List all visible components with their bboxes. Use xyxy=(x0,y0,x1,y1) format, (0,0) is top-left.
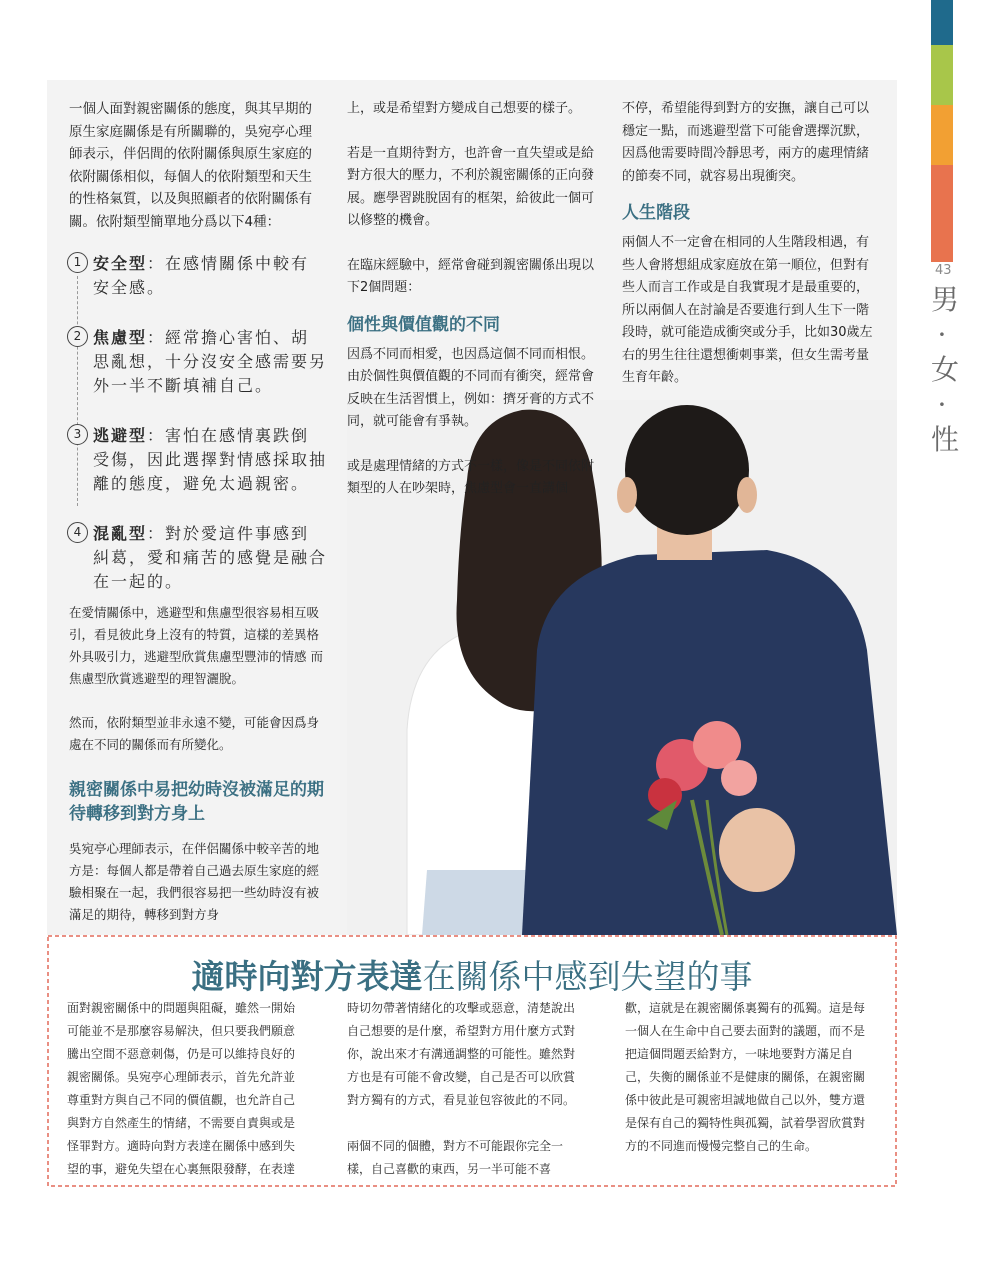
sidebar-column-1 xyxy=(67,997,299,1204)
paragraph: 兩個人不一定會在相同的人生階段相遇，有些人會將想組成家庭放在第一順位，但對有些人而言工作或是自我實現才是最重要的，所以兩個人在討論是否要進行到人生下一階段時，就可能造成衝突或分手，比如30歲左右的男生往往還想衝刺事業，但女生需考量生育年齡。 xyxy=(622,235,873,385)
type-description: ：對於愛這件事感到糾葛，愛和痛苦的感覺是融合在一起的。 xyxy=(93,524,328,591)
paragraph: 不停，希望能得到對方的安撫，讓自己可以穩定一點，而逃避型當下可能會選擇沉默，因爲他需要時間冷靜思考，兩方的處理情緒的節奏不同，就容易出現衝突。 xyxy=(622,101,870,184)
color-tab xyxy=(931,165,953,262)
paragraph: 時切勿帶著情緒化的攻擊或惡意，清楚說出自己想要的是什麼，希望對方用什麼方式對你，說出來才有溝通調整的可能性。雖然對方也是有可能不會改變，自己是否可以欣賞對方獨有的方式，看見並包容彼此的不同。 xyxy=(347,1001,576,1107)
paragraph: 歡，這就是在親密關係裏獨有的孤獨。這是每一個人在生命中自己要去面對的議題，而不是把這個問題丟給對方，一味地要對方滿足自己，失衡的關係並不是健康的關係，在親密關係中彼此是可親密坦誠地做自己以外，雙方還是保有自己的獨特性與孤獨，試着學習欣賞對方的不同進而慢慢完整自己的生命。 xyxy=(625,1001,866,1153)
paragraph: 或是處理情緒的方式不一樣，像是不同依附類型的人在吵架時，焦慮型會一直講個 xyxy=(347,458,595,496)
expectation-paragraph: 吳宛亭心理師表示，在伴侶關係中較辛苦的地方是：每個人都是帶着自己過去原生家庭的經驗相聚在一起，我們很容易把一些幼時沒有被滿足的期待，轉移到對方身 xyxy=(69,841,320,922)
type-name: 混亂型 xyxy=(93,524,148,543)
type-name: 安全型 xyxy=(93,254,148,273)
list-item xyxy=(67,522,327,594)
section-heading: 親密關係中易把幼時沒被滿足的期待轉移到對方身上 xyxy=(69,780,324,824)
sidebar-box xyxy=(47,935,897,1187)
item-number: 1 xyxy=(67,252,88,273)
list-item xyxy=(67,424,327,496)
type-name: 焦慮型 xyxy=(93,328,148,347)
page-number: 43 xyxy=(935,263,952,278)
attachment-type-list xyxy=(67,252,327,620)
paragraph: 因爲不同而相愛，也因爲這個不同而相恨。由於個性與價值觀的不同而有衝突，經常會反映在生活習慣上，例如：擠牙膏的方式不同，就可能會有爭執。 xyxy=(347,346,595,429)
column-2 xyxy=(347,98,597,523)
section-color-tabs xyxy=(931,0,953,262)
section-heading: 人生階段 xyxy=(622,203,690,223)
column-1 xyxy=(69,98,325,255)
type-description: ：害怕在感情裏跌倒受傷，因此選擇對情感採取抽離的態度，避免太過親密。 xyxy=(93,426,328,493)
sidebar-title xyxy=(47,951,897,998)
section-title: 男 · 女 · 性 xyxy=(931,283,960,456)
sidebar-column-3 xyxy=(625,997,875,1181)
type-description: ：在感情關係中較有安全感。 xyxy=(93,254,310,297)
paragraph: 在臨床經驗中，經常會碰到親密關係出現以下2個問題： xyxy=(347,257,595,295)
color-tab xyxy=(931,0,953,45)
list-item xyxy=(67,252,327,300)
paragraph: 上，或是希望對方變成自己想要的樣子。 xyxy=(347,101,582,116)
paragraph: 面對親密關係中的問題與阻礙，雖然一開始可能並不是那麼容易解決，但只要我們願意騰出空間不惡意刺傷，仍是可以維持良好的親密關係。吳宛亭心理師表示，首先允許並尊重對方與自己不同的價值觀，也允許自己與對方自然產生的情緒，不需要自責與或是怪罪對方。適時向對方表達在關係中感到失望的事，避免失望在心裏無限發酵，在表達 xyxy=(67,1001,296,1176)
column-3 xyxy=(622,98,874,412)
article-panel xyxy=(47,80,897,935)
item-number: 2 xyxy=(67,326,88,347)
attraction-paragraph: 在愛情關係中，逃避型和焦慮型很容易相互吸引，看見彼此身上沒有的特質，這樣的差異格外具吸引力，逃避型欣賞焦慮型豐沛的情感 而焦慮型欣賞逃避型的理智灑脫。 xyxy=(69,605,323,686)
item-number: 3 xyxy=(67,424,88,445)
sidebar-title-rest: 在關係中感到失望的事 xyxy=(422,957,753,996)
sidebar-column-2 xyxy=(347,997,579,1204)
item-number: 4 xyxy=(67,522,88,543)
sidebar-title-bold: 適時向對方表達 xyxy=(191,957,423,996)
column-1-lower xyxy=(69,602,325,935)
intro-paragraph: 一個人面對親密關係的態度，與其早期的原生家庭關係是有所關聯的，吳宛亭心理師表示，伴侶間的依附關係與原生家庭的依附關係相似，每個人的依附類型和天生的性格氣質，以及與照顧者的依附關係有關。依附類型簡單地分爲以下4種： xyxy=(69,101,312,230)
change-paragraph: 然而，依附類型並非永遠不變，可能會因爲身處在不同的關係而有所變化。 xyxy=(69,715,320,752)
paragraph: 若是一直期待對方，也許會一直失望或是給對方很大的壓力，不利於親密關係的正向發展。應學習跳脫固有的框架，給彼此一個可以修整的機會。 xyxy=(347,145,595,228)
type-name: 逃避型 xyxy=(93,426,148,445)
list-item xyxy=(67,326,327,398)
section-heading: 個性與價值觀的不同 xyxy=(347,314,500,335)
type-description: ：經常擔心害怕、胡思亂想，十分沒安全感需要另外一半不斷填補自己。 xyxy=(93,328,328,395)
paragraph: 兩個不同的個體，對方不可能跟你完全一樣，自己喜歡的東西，另一半可能不喜 xyxy=(347,1139,564,1176)
color-tab xyxy=(931,105,953,165)
color-tab xyxy=(931,45,953,105)
